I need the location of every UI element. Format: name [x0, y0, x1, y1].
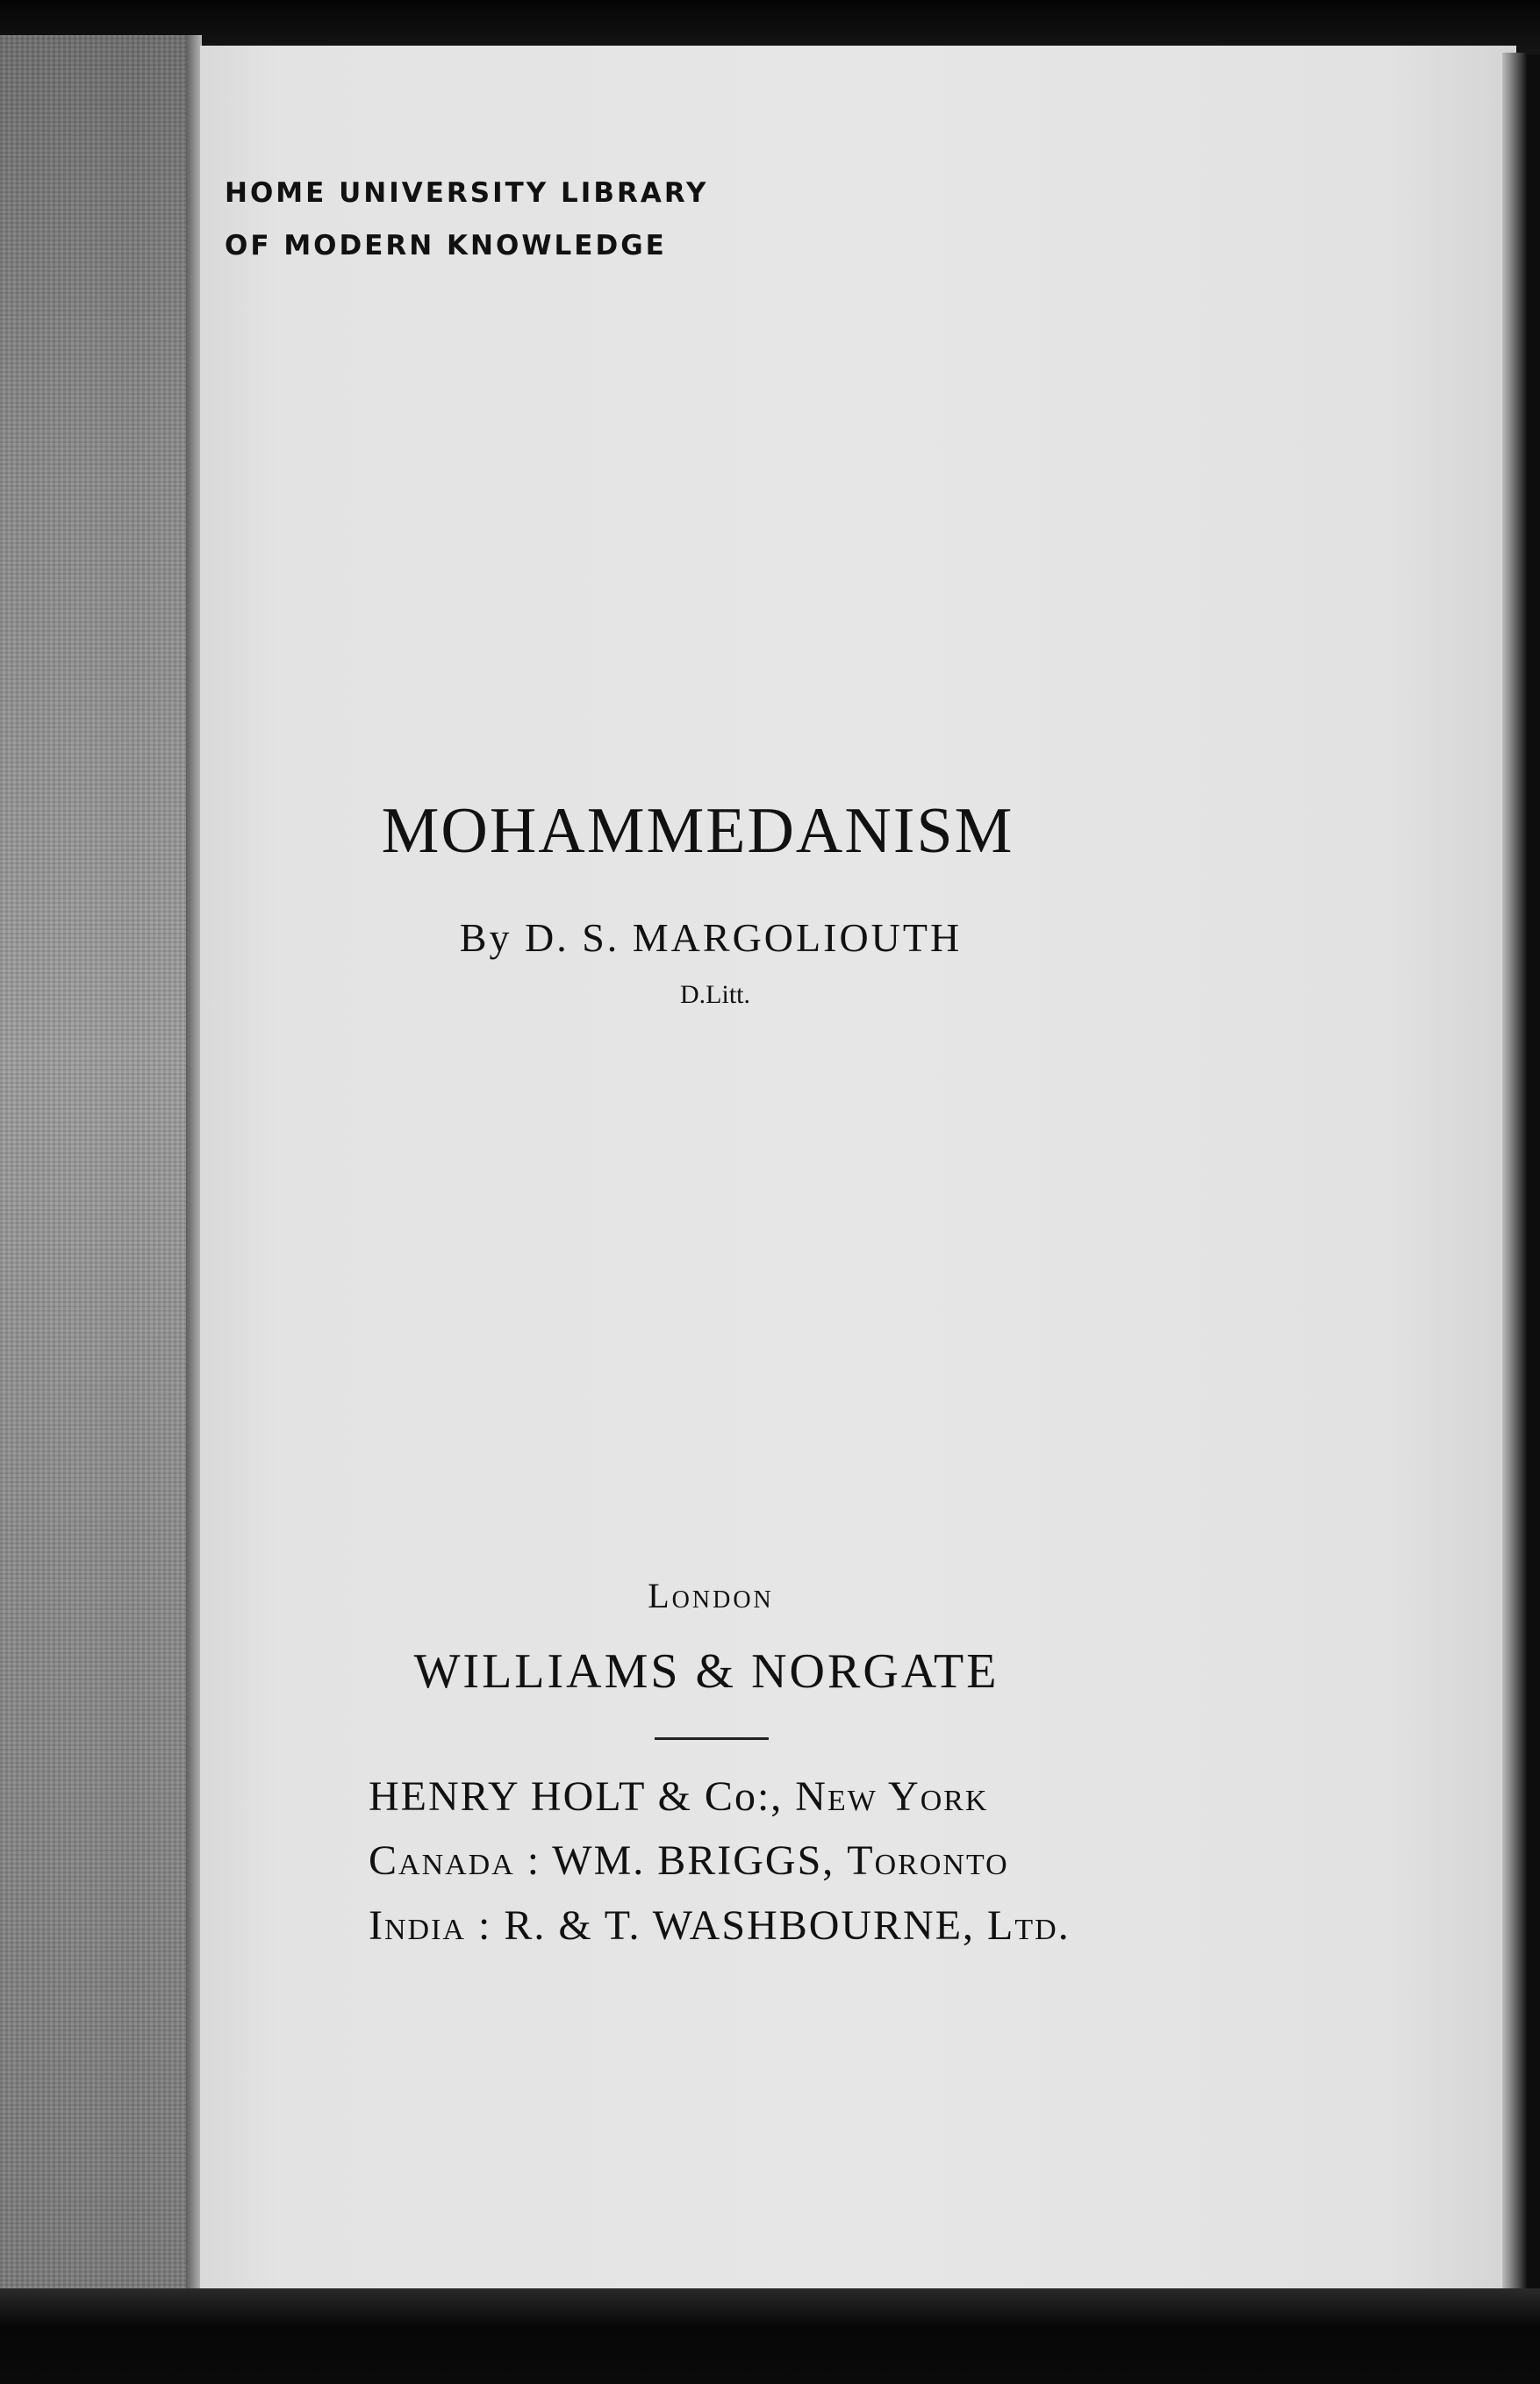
- author-degree: D.Litt.: [680, 980, 750, 1009]
- bottom-scan-shadow: [0, 2288, 1540, 2384]
- author-line: By D. S. MARGOLIOUTH: [459, 915, 963, 960]
- divider-rule: [655, 1737, 769, 1740]
- page-right-edge: [1502, 53, 1527, 2299]
- series-title-line-2: OF MODERN KNOWLEDGE: [225, 230, 667, 261]
- agent-location: Ltd.: [987, 1902, 1071, 1949]
- agent-name: WM. BRIGGS,: [552, 1837, 835, 1884]
- paper-page: [200, 46, 1516, 2292]
- agent-line-india: [369, 1901, 1071, 1950]
- agent-location: Toronto: [847, 1837, 1009, 1884]
- agent-region: Canada :: [369, 1837, 541, 1884]
- agent-line-new-york: [369, 1772, 988, 1821]
- agent-name: HENRY HOLT & Co:,: [369, 1773, 784, 1820]
- agent-location: New York: [795, 1773, 989, 1820]
- agent-name: R. & T. WASHBOURNE,: [504, 1902, 976, 1949]
- series-title-line-1: HOME UNIVERSITY LIBRARY: [225, 177, 709, 209]
- agent-region: India :: [369, 1902, 492, 1949]
- agent-line-canada: [369, 1836, 1009, 1885]
- publication-city: London: [648, 1576, 774, 1615]
- publisher-name: WILLIAMS & NORGATE: [413, 1644, 999, 1699]
- book-title: MOHAMMEDANISM: [381, 795, 1014, 867]
- book-spine: [0, 35, 200, 2299]
